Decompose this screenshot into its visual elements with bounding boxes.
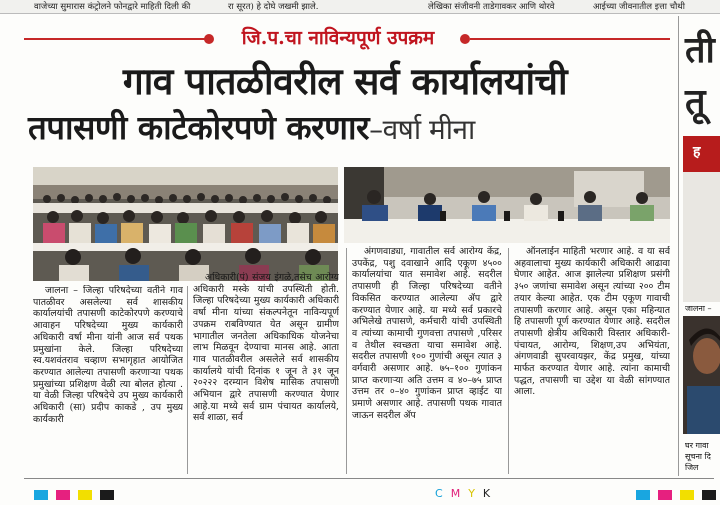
paragraph: अधिकारी(पं) संजय इंगळे,तसेच आरोग्य अधिकारी मस्के यांची उपस्थिती होती. जिल्हा परिषदेच्या मुख्य कार्यकारी अधिकारी वर्षा मीना यांच्या संकल्पनेतून नाविन्यपूर्ण उपक्रम राबविण्यात येत असून ग्रामीण भागातील जनतेला अधिकाधिक योजनेचा लाभ मिळवून देण्याचा मानस आहे. आता गाव पातळीवरील असलेले सर्व शासकीय कार्यालये यांची दिनांक १ जून ते ३१ जून २०२२२ दरम्यान विशेष मासिक तपासणी अभियान द्वारे तपासणी करण्यात येणार आहे.या मध्ये सर्व ग्राम पंचायत कार्यालये, सर्व शाळा, सर्व <box>193 272 339 424</box>
audience-photo-illustration <box>33 167 338 281</box>
kicker-rule-right <box>470 38 670 40</box>
cmyk-print-mark <box>435 487 498 500</box>
cmyk-k: K <box>482 487 499 500</box>
yellow-swatch <box>680 490 694 500</box>
strip-text: आईच्या जीवनातील इत्ता चौथी <box>593 2 685 12</box>
article-column-3 <box>352 246 502 475</box>
column-rule <box>678 16 679 476</box>
paragraph: अंगणवाड्या, गावातील सर्व आरोग्य केंद्र, उपकेंद्र, पशु दवाखाने आदि एकूण ४५०० कार्यालयांचा यात समावेश आहे. सदरील तपासणी ही जिल्हा परिषदेच्या वतीने विकसित करण्यात आलेल्या ॲप द्वारे करण्यात येणार आहे. या मध्ये सर्व प्रकारचे अभिलेखे तपासणे, कर्मचारी यांची उपस्थिती व त्यांच्या कामाची गुणवत्ता तपासणे ,परिसर व तेथील स्वच्छता याचा समावेश आहे. सदरील तपासणी १०० गुणांची असून त्यात ३ वर्गवारी असणार आहे. ७५–१०० गुणांकन प्राप्त करणाऱ्या अति उत्तम व ४०–७५ प्राप्त उत्तम तर ०–४० गुणांकन प्राप्त व्हाईट या प्रमाणे असणार आहे. तपासणी पथक गावात जाऊन सदरील ॲप <box>352 246 502 421</box>
adjacent-text-line: सूचना दि <box>685 452 711 461</box>
dais-officials-photo <box>344 167 670 243</box>
kicker-rule-left <box>24 38 209 40</box>
kicker-dot-left <box>204 34 214 44</box>
strip-text: लेखिका संजीवनी ताडेगावकर आणि थोरवे <box>428 2 555 12</box>
cyan-swatch <box>636 490 650 500</box>
adjacent-title-1: ती <box>685 30 715 71</box>
adjacent-caption: जालना – <box>685 304 712 313</box>
adjacent-title-2: तू <box>685 82 706 123</box>
cmyk-m: M <box>450 487 469 500</box>
paragraph: जालना – जिल्हा परिषदेच्या वतीने गाव पातळीवर असलेल्या सर्व शासकीय कार्यालयांची तपासणी काटेकोरपणे करण्याचे आवाहन परिषदेच्या मुख्य कार्यकारी अधिकारी वर्षा मीना यांनी आज सर्व पथक प्रमुखांना केले. जिल्हा परिषदेच्या स्व.यशवंतराव चव्हाण सभागृहात आयोजित करण्यात आलेल्या तपासणी करणाऱ्या पथक प्रमुखांच्या प्रशिक्षण वेळी त्या बोलत होत्या . या वेळी जिल्हा परिषदेचे उप मुख्य कार्यकारी अधिकारी (सा) प्रदीप काकडे , उप मुख्य कार्यकारी <box>33 285 183 425</box>
kicker-dot-right <box>460 34 470 44</box>
column-rule <box>508 248 509 474</box>
article-column-4 <box>514 246 670 475</box>
adjacent-story <box>683 16 720 476</box>
workshop-audience-photo <box>33 167 338 281</box>
strip-text: वाजेच्या सुमारास कंट्रोलने फोनद्वारे माहिती दिली की <box>34 2 191 12</box>
adjacent-text-line: जिल <box>685 463 699 472</box>
dais-photo-illustration <box>344 167 670 243</box>
adjacent-text <box>685 440 711 473</box>
kicker-title: जि.प.चा नाविन्यपूर्ण उपक्रम <box>241 27 435 49</box>
strip-text: रा सूरत) हे दोघे जखमी झाले. <box>228 2 319 12</box>
magenta-swatch <box>658 490 672 500</box>
adjacent-red-band <box>683 136 720 172</box>
cyan-swatch <box>34 490 48 500</box>
paragraph: ऑनलाईन माहिती भरणार आहे. व या सर्व अहवालाचा मुख्य कार्यकारी अधिकारी आढावा घेणार आहेत. आज झालेल्या प्रशिक्षण प्रसंगी ३५० जणांचा समावेश असून त्यांच्या २०० टीम तयार केल्या आहेत. एक टीम एकूण गावाची तपासणी करणार आहे. असून एका महिन्यात हि तपासणी पूर्ण करण्यात येणार आहे. सदरील तपासणी क्षेत्रीय अधिकारी विस्तार अधिकारी-पंचायत, आरोग्य, शिक्षण,उप अभियंता, अंगणवाडी सुपरवायझर, केंद्र प्रमुख, यांच्या मार्फत करण्यात येणार आहे. त्यांना कामाची पद्धत, तपासणी चा उद्देश या वेळी सांगण्यात आला. <box>514 246 670 398</box>
headline-line-2 <box>28 104 678 149</box>
portrait-illustration <box>683 316 720 434</box>
cmyk-y: Y <box>468 487 483 500</box>
adjacent-portrait-photo <box>683 316 720 434</box>
adjacent-band-text: ह <box>693 144 701 160</box>
black-swatch <box>702 490 716 500</box>
headline-text: तपासणी काटेकोरपणे करणार <box>28 108 370 147</box>
yellow-swatch <box>78 490 92 500</box>
cmyk-c: C <box>435 487 451 500</box>
bottom-rule <box>24 478 714 479</box>
adjacent-text-line: घर गावा <box>685 441 709 450</box>
article-column-2 <box>193 272 339 475</box>
headline-byline: –वर्षा मीना <box>369 113 475 146</box>
article-column-1 <box>33 285 183 475</box>
column-rule <box>187 286 188 474</box>
black-swatch <box>100 490 114 500</box>
column-rule <box>346 248 347 474</box>
previous-articles-strip <box>0 0 720 14</box>
magenta-swatch <box>56 490 70 500</box>
adjacent-grey-box <box>683 172 720 302</box>
headline-line-1: गाव पातळीवरील सर्व कार्यालयांची <box>122 60 568 103</box>
